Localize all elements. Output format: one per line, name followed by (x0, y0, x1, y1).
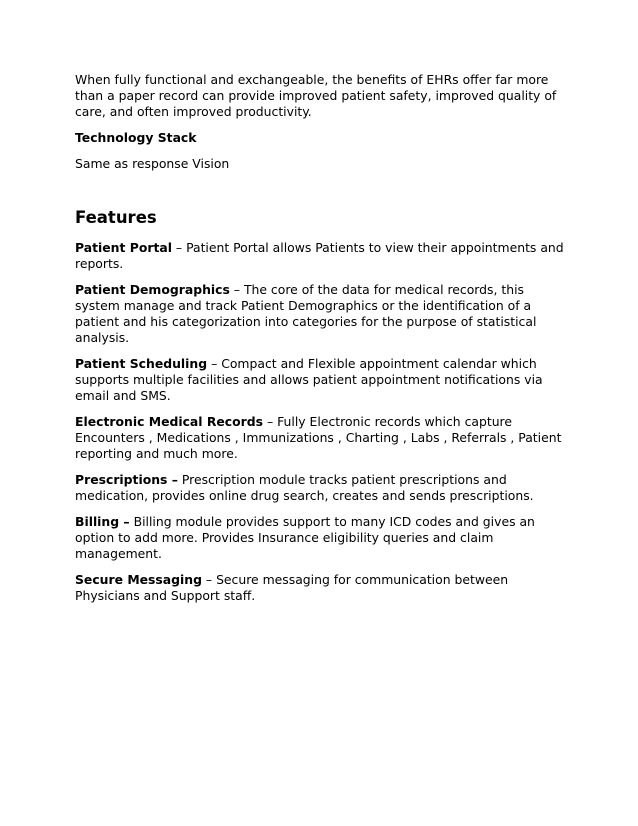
feature-separator: – (171, 240, 187, 255)
feature-prescriptions (75, 472, 565, 504)
feature-name: Billing – (75, 514, 130, 529)
feature-separator: – (207, 356, 222, 371)
feature-description: Compact and Flexible appointment calendar which supports multiple facilities and allows patient appointment notifications via email and SMS. (75, 356, 543, 403)
feature-description: Secure messaging for communication between Physicians and Support staff. (75, 572, 509, 603)
feature-description: Fully Electronic records which capture Encounters , Medications , Immunizations , Charting , Labs , Referrals , Patient reporting and much more. (75, 414, 562, 461)
feature-electronic-medical-records (75, 414, 565, 462)
tech-stack-heading: Technology Stack (75, 130, 197, 145)
feature-name: Secure Messaging (75, 572, 202, 587)
document-page (75, 72, 565, 614)
feature-patient-demographics (75, 282, 565, 346)
feature-name: Electronic Medical Records (75, 414, 264, 429)
feature-description: Patient Portal allows Patients to view their appointments and reports. (75, 240, 564, 271)
feature-description: Billing module provides support to many ICD codes and gives an option to add more. Provides Insurance eligibility queries and claim management. (75, 514, 535, 561)
feature-name: Prescriptions – (75, 472, 178, 487)
feature-description: Prescription module tracks patient prescriptions and medication, provides online drug search, creates and sends prescriptions. (75, 472, 534, 503)
feature-secure-messaging (75, 572, 565, 604)
feature-description: The core of the data for medical records, this system manage and track Patient Demographics or the identification of a patient and his categorization into categories for the purpose of statistical analysis. (75, 282, 537, 345)
feature-patient-scheduling (75, 356, 565, 404)
features-heading: Features (75, 208, 157, 227)
feature-name: Patient Demographics (75, 282, 230, 297)
feature-separator: – (229, 282, 244, 297)
feature-patient-portal (75, 240, 565, 272)
feature-name: Patient Portal (75, 240, 172, 255)
feature-billing (75, 514, 565, 562)
feature-name: Patient Scheduling (75, 356, 208, 371)
tech-stack-body: Same as response Vision (75, 156, 230, 171)
intro-paragraph: When fully functional and exchangeable, the benefits of EHRs offer far more than a paper record can provide improved patient safety, improved quality of care, and often improved productivity. (75, 72, 557, 119)
feature-separator: – (201, 572, 217, 587)
feature-separator: – (263, 414, 278, 429)
